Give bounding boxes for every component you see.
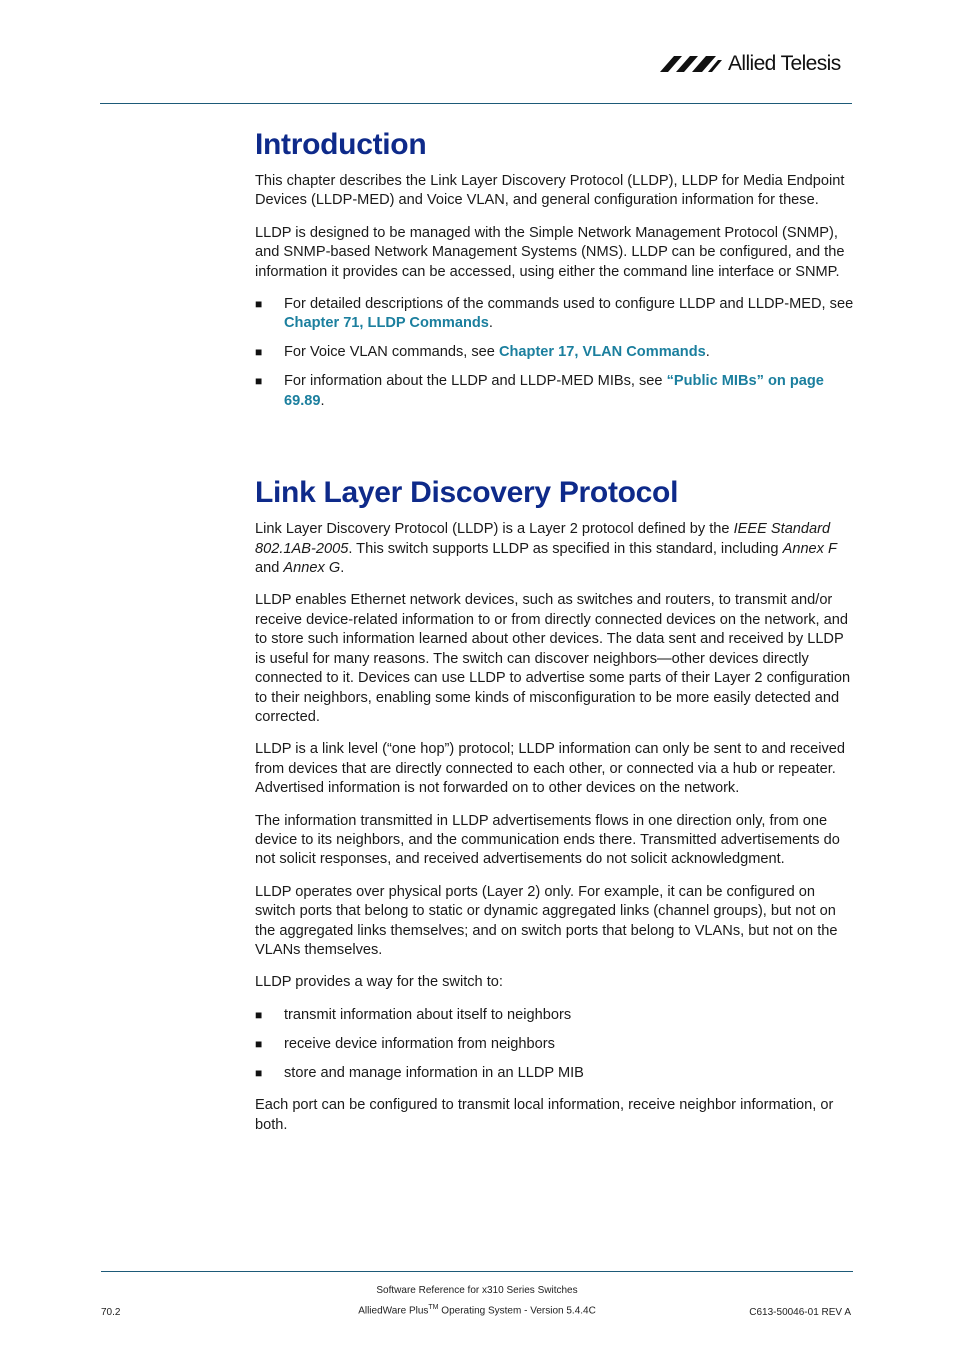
xref-link-vlan-commands[interactable]: Chapter 17, VLAN Commands xyxy=(498,344,706,361)
lldp-paragraph-2: LLDP enables Ethernet network devices, such as switches and routers, to transmit and/or receive device-related information to or from directly connected devices on the network, and to store such information learned about other devices. The data sent and received by LLDP is useful for many reasons. The switch can discover neighbors—other devices directly connected to it. Devices can use LLDP to advertise some parts of their Layer 2 configuration to their neighbors, enabling some kinds of misconfiguration to be more easily detected and corrected. xyxy=(255,592,851,725)
lldp-paragraph-3: LLDP is a link level (“one hop”) protocol; LLDP information can only be sent to and received from devices that are directly connected to each other, or connected via a hub or repeater. Advertised information is not forwarded on to other devices on the network. xyxy=(255,741,846,797)
footer-title: Software Reference for x310 Series Switches xyxy=(376,1285,578,1296)
logo-text: Allied Telesis xyxy=(728,52,841,75)
page-number: 70.2 xyxy=(101,1307,121,1318)
main-content xyxy=(255,126,855,1148)
list-item xyxy=(255,1064,855,1083)
lldp-bullet-list xyxy=(255,1006,855,1083)
footer-rule xyxy=(101,1271,853,1272)
text: AlliedWare Plus xyxy=(358,1305,429,1317)
lldp-paragraph-4: The information transmitted in LLDP advertisements flows in one direction only, from one device to its neighbors, and the communication ends there. Transmitted advertisements do not solicit responses, and received advertisements do not solicit acknowledgment. xyxy=(255,812,840,868)
intro-bullet-list xyxy=(255,295,855,411)
lldp-paragraph-6: LLDP provides a way for the switch to: xyxy=(255,974,503,991)
bullet-icon: ■ xyxy=(255,345,263,360)
section-title-introduction: Introduction xyxy=(255,128,427,161)
header-rule xyxy=(100,103,852,104)
list-item-text: . xyxy=(320,392,325,409)
document-id: C613-50046-01 REV A xyxy=(749,1307,851,1318)
list-item xyxy=(255,1035,855,1054)
text: Link Layer Discovery Protocol (LLDP) is a Layer 2 protocol defined by the xyxy=(255,521,734,538)
list-item xyxy=(255,295,855,334)
text: Operating System - Version 5.4.4C xyxy=(438,1305,596,1317)
list-item xyxy=(255,372,855,411)
bullet-icon: ■ xyxy=(255,1065,263,1080)
allied-telesis-logo xyxy=(660,50,841,78)
allied-telesis-logo-icon xyxy=(660,55,724,73)
xref-link-public-mibs[interactable]: “Public MIBs” on page 69.89 xyxy=(284,373,824,409)
text: . xyxy=(340,560,345,577)
list-item-text: store and manage information in an LLDP MIB xyxy=(284,1064,584,1081)
bullet-icon: ■ xyxy=(255,1036,263,1051)
annex-g: Annex G xyxy=(283,560,341,577)
list-item-text: transmit information about itself to neighbors xyxy=(284,1006,572,1023)
bullet-icon: ■ xyxy=(255,374,263,389)
text: . This switch supports LLDP as specified in this standard, including xyxy=(348,540,783,557)
bullet-icon: ■ xyxy=(255,297,263,312)
intro-paragraph-1: This chapter describes the Link Layer Discovery Protocol (LLDP), LLDP for Media Endpoint Devices (LLDP-MED) and Voice VLAN, and general configuration information for these. xyxy=(255,173,845,209)
intro-paragraph-2: LLDP is designed to be managed with the Simple Network Management Protocol (SNMP), and SNMP-based Network Management Systems (NMS). LLDP can be configured, and the information it provides can be accessed, using either the command line interface or SNMP. xyxy=(255,224,845,280)
list-item-text: For Voice VLAN commands, see xyxy=(284,344,499,361)
list-item-text: For detailed descriptions of the commands used to configure LLDP and LLDP-MED, see xyxy=(284,296,854,313)
annex-f: Annex F xyxy=(782,540,837,557)
lldp-paragraph-7: Each port can be configured to transmit local information, receive neighbor information, or both. xyxy=(255,1097,834,1133)
lldp-paragraph-1 xyxy=(255,520,855,578)
lldp-paragraph-5: LLDP operates over physical ports (Layer 2) only. For example, it can be configured on switch ports that belong to static or dynamic aggregated links (channel groups), but not on the aggregated links themselves; and on switch ports that belong to VLANs, but not on the VLANs themselves. xyxy=(255,883,838,958)
list-item-text: . xyxy=(488,315,493,332)
list-item xyxy=(255,343,855,362)
bullet-icon: ■ xyxy=(255,1007,263,1022)
trademark: TM xyxy=(428,1304,439,1311)
xref-link-lldp-commands[interactable]: Chapter 71, LLDP Commands xyxy=(284,315,489,332)
list-item-text: receive device information from neighbors xyxy=(284,1035,555,1052)
list-item-text: . xyxy=(705,344,710,361)
list-item xyxy=(255,1006,855,1025)
section-title-lldp: Link Layer Discovery Protocol xyxy=(255,476,679,510)
section-spacer xyxy=(255,424,855,474)
standard-name: IEEE Standard 802.1AB-2005 xyxy=(255,521,831,557)
list-item-text: For information about the LLDP and LLDP-MED MIBs, see xyxy=(284,373,667,390)
text: and xyxy=(255,560,284,577)
